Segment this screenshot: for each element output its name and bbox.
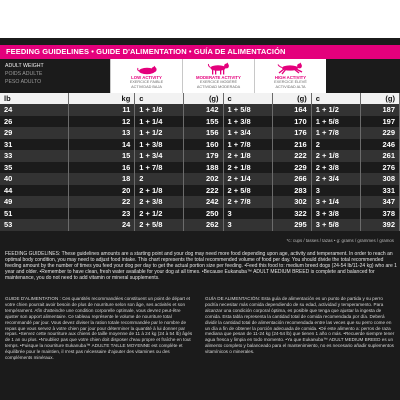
table-cell: 1 + 3/8 <box>135 139 184 151</box>
table-cell: 1 + 7/8 <box>311 127 360 139</box>
table-cell: 170 <box>272 116 311 128</box>
activity-high-fr: EXERCICE ÉLEVÉ <box>274 80 307 84</box>
activity-moderate <box>182 59 254 93</box>
table-cell: 302 <box>272 196 311 208</box>
activity-low-fr: EXERCICE FAIBLE <box>129 80 164 84</box>
adult-weight-label <box>0 60 110 93</box>
table-cell: 3 + 1/4 <box>311 196 360 208</box>
table-cell: 156 <box>184 127 223 139</box>
table-cell: 179 <box>184 150 223 162</box>
table-cell: 266 <box>272 173 311 185</box>
feeding-table <box>0 93 400 231</box>
feeding-text-es: GUÍA DE ALIMENTACIÓN: Esta guía de alimentación es un punto de partida y su perro podría necesitar más comida dependiendo de su edad, actividad y temperamento. Para alcanzar una condición corporal óptima, es posible que tenga que ajustar la ingesta de comida. Esta tabla representa la cantidad total de comida recomendada por día. Deberá dividir la cantidad total de alimentación recomendada entre las veces que su perro come en un día a fin de obtener la porción adecuada de comida. •Dé este alimento a: perros de raza mediana que pesan de 11-24 kg (24-54 lb) que tienen 1 año o más. •Recuerde siempre tener agua fresca y limpia en todo momento. •Ya que Eukanuba™ ADULT MEDIUM BREED es un alimento completo y balanceado para el mantenimiento, no es necesario añadir suplementos vitamínicos o minerales. <box>205 296 395 355</box>
table-cell: 3 <box>223 219 272 231</box>
table-cell: 2 + 1/4 <box>223 173 272 185</box>
activity-high <box>254 59 326 93</box>
table-header-cell: (g) <box>272 93 311 104</box>
table-cell: 250 <box>184 208 223 220</box>
table-cell: 229 <box>272 162 311 174</box>
table-cell: 176 <box>272 127 311 139</box>
table-cell: 18 <box>69 173 135 185</box>
table-cell: 35 <box>0 162 69 174</box>
table-cell: 347 <box>360 196 399 208</box>
table-cell: 1 + 7/8 <box>135 162 184 174</box>
table-cell: 2 <box>135 173 184 185</box>
activity-high-es: ACTIVIDAD ALTA <box>275 84 306 89</box>
feeding-text-fr: GUIDE D'ALIMENTATION : Ces quantités recommandées constituent un point de départ et votre chien pourrait avoir besoin de plus de nourriture selon son âge, ses activités et son tempérament. Afin d'atteindre une condition corporelle optimale, vous devrez peut-être ajuster son apport alimentaire. Ce tableau représente le volume de nourriture total recommandé par jour. Vous devez diviser la ration totale recommandée par le nombre de repas que vous servez à votre chien par jour pour déterminer la quantité à lui donner par repas. •Servez cette nourriture aux chiens de taille moyenne de 11 à 24 kg (24 à 54 lb) âgés de 1 an ou plus. •N'oubliez pas que votre chien doit disposer d'eau propre et fraîche en tout temps. •Puisque la nourriture Eukanuba™ ADULTE TAILLE MOYENNE est complète et équilibrée pour le maintien, il n'est pas nécessaire d'ajouter des vitamines ou des compléments minéraux. <box>5 296 193 361</box>
table-cell: 1 + 5/8 <box>223 104 272 116</box>
table-cell: 2 + 7/8 <box>223 196 272 208</box>
activity-low-en: LOW ACTIVITY <box>131 75 162 80</box>
table-header-cell: (g) <box>360 93 399 104</box>
table-cell: 2 + 3/4 <box>311 173 360 185</box>
activity-moderate-es: ACTIVIDAD MODERADA <box>196 84 241 89</box>
table-cell: 155 <box>184 116 223 128</box>
table-cell: 1 + 3/8 <box>223 116 272 128</box>
table-cell: 1 + 7/8 <box>223 139 272 151</box>
table-row <box>0 185 400 197</box>
table-cell: 308 <box>360 173 399 185</box>
table-cell: 188 <box>184 162 223 174</box>
table-header-cell: (g) <box>184 93 223 104</box>
table-cell: 142 <box>184 104 223 116</box>
table-row <box>0 219 400 231</box>
table-cell: 2 <box>311 139 360 151</box>
table-cell: 33 <box>0 150 69 162</box>
table-cell: 262 <box>184 219 223 231</box>
table-cell: 1 + 1/2 <box>311 104 360 116</box>
table-header-cell: c <box>311 93 360 104</box>
table-cell: 216 <box>272 139 311 151</box>
walking-dog-icon <box>206 62 232 75</box>
table-cell: 202 <box>184 173 223 185</box>
table-cell: 15 <box>69 150 135 162</box>
table-cell: 29 <box>0 127 69 139</box>
table-cell: 2 + 1/8 <box>223 150 272 162</box>
table-cell: 1 + 1/4 <box>135 116 184 128</box>
table-cell: 229 <box>360 127 399 139</box>
table-cell: 2 + 5/8 <box>223 185 272 197</box>
table-cell: 331 <box>360 185 399 197</box>
table-cell: 1 + 5/8 <box>311 116 360 128</box>
table-cell: 3 + 3/8 <box>311 208 360 220</box>
table-row <box>0 104 400 116</box>
table-cell: 295 <box>272 219 311 231</box>
resting-dog-icon <box>136 62 158 75</box>
table-cell: 2 + 3/8 <box>311 162 360 174</box>
table-cell: 197 <box>360 116 399 128</box>
table-cell: 51 <box>0 208 69 220</box>
adult-weight-en: ADULT WEIGHT <box>5 63 44 69</box>
table-cell: 40 <box>0 173 69 185</box>
table-cell: 246 <box>360 139 399 151</box>
table-cell: 276 <box>360 162 399 174</box>
feeding-text-en: FEEDING GUIDELINES: These guidelines amounts are a starting point and your dog may need more food depending upon age, activity and temperament. In order to reach an optimal body condition, you may need to adjust food intake. This chart represents the total recommended volume of food per day. You should divide the total recommended feeding amount by the number of times you feed your dog per day to get the actual portion size per feeding. •Feed this food to: medium breed dogs (24-54 lb/11-24 kg) who are 1 year and older. •Remember to have clean, fresh water available for your dog at all times. •Because Eukanuba™ ADULT MEDIUM BREED is complete and balanced for maintenance, you do not need to add vitamin or mineral supplements. <box>5 251 397 282</box>
activity-moderate-en: MODERATE ACTIVITY <box>196 75 241 80</box>
table-cell: 3 <box>311 185 360 197</box>
table-cell: 242 <box>184 196 223 208</box>
table-header-cell: c <box>223 93 272 104</box>
table-cell: 31 <box>0 139 69 151</box>
table-cell: 2 + 1/8 <box>311 150 360 162</box>
table-cell: 20 <box>69 185 135 197</box>
table-row <box>0 162 400 174</box>
table-cell: 49 <box>0 196 69 208</box>
table-cell: 14 <box>69 139 135 151</box>
table-row <box>0 150 400 162</box>
table-cell: 16 <box>69 162 135 174</box>
activity-high-en: HIGH ACTIVITY <box>274 75 307 80</box>
table-cell: 23 <box>69 208 135 220</box>
table-header-cell: lb <box>0 93 69 104</box>
table-cell: 2 + 5/8 <box>135 219 184 231</box>
table-cell: 53 <box>0 219 69 231</box>
feeding-guidelines-header: FEEDING GUIDELINES • GUIDE D'ALIMENTATION • GUÍA DE ALIMENTACIÓN <box>0 45 400 59</box>
table-header-cell: kg <box>69 93 135 104</box>
table-cell: 187 <box>360 104 399 116</box>
table-cell: 261 <box>360 150 399 162</box>
table-cell: 1 + 3/4 <box>135 150 184 162</box>
table-cell: 392 <box>360 219 399 231</box>
table-cell: 2 + 1/8 <box>223 162 272 174</box>
table-cell: 3 <box>223 208 272 220</box>
table-row <box>0 127 400 139</box>
adult-weight-fr: POIDS ADULTE <box>5 71 43 77</box>
table-cell: 24 <box>0 104 69 116</box>
table-cell: 222 <box>184 185 223 197</box>
activity-low-es: ACTIVIDAD BAJA <box>131 84 162 89</box>
table-row <box>0 173 400 185</box>
table-row <box>0 116 400 128</box>
table-cell: 222 <box>272 150 311 162</box>
table-cell: 283 <box>272 185 311 197</box>
table-row <box>0 196 400 208</box>
units-footnote: *c: cups / tasses / tazas • g: grams / grammes / gramos <box>286 238 394 243</box>
table-header-cell: c <box>135 93 184 104</box>
table-cell: 24 <box>69 219 135 231</box>
table-cell: 3 + 5/8 <box>311 219 360 231</box>
table-cell: 2 + 1/2 <box>135 208 184 220</box>
table-cell: 1 + 1/2 <box>135 127 184 139</box>
activity-low <box>110 59 182 93</box>
table-cell: 12 <box>69 116 135 128</box>
table-cell: 378 <box>360 208 399 220</box>
table-cell: 13 <box>69 127 135 139</box>
activity-moderate-fr: EXERCICE MODÉRÉ <box>199 80 238 84</box>
table-row <box>0 139 400 151</box>
table-cell: 11 <box>69 104 135 116</box>
running-dog-icon <box>277 62 305 75</box>
table-cell: 1 + 3/4 <box>223 127 272 139</box>
table-cell: 1 + 1/8 <box>135 104 184 116</box>
table-cell: 22 <box>69 196 135 208</box>
table-cell: 26 <box>0 116 69 128</box>
table-cell: 44 <box>0 185 69 197</box>
adult-weight-es: PESO ADULTO <box>5 79 42 85</box>
table-row <box>0 208 400 220</box>
table-cell: 2 + 3/8 <box>135 196 184 208</box>
table-cell: 2 + 1/8 <box>135 185 184 197</box>
table-cell: 160 <box>184 139 223 151</box>
table-cell: 164 <box>272 104 311 116</box>
table-cell: 322 <box>272 208 311 220</box>
table-header-row <box>0 93 400 104</box>
